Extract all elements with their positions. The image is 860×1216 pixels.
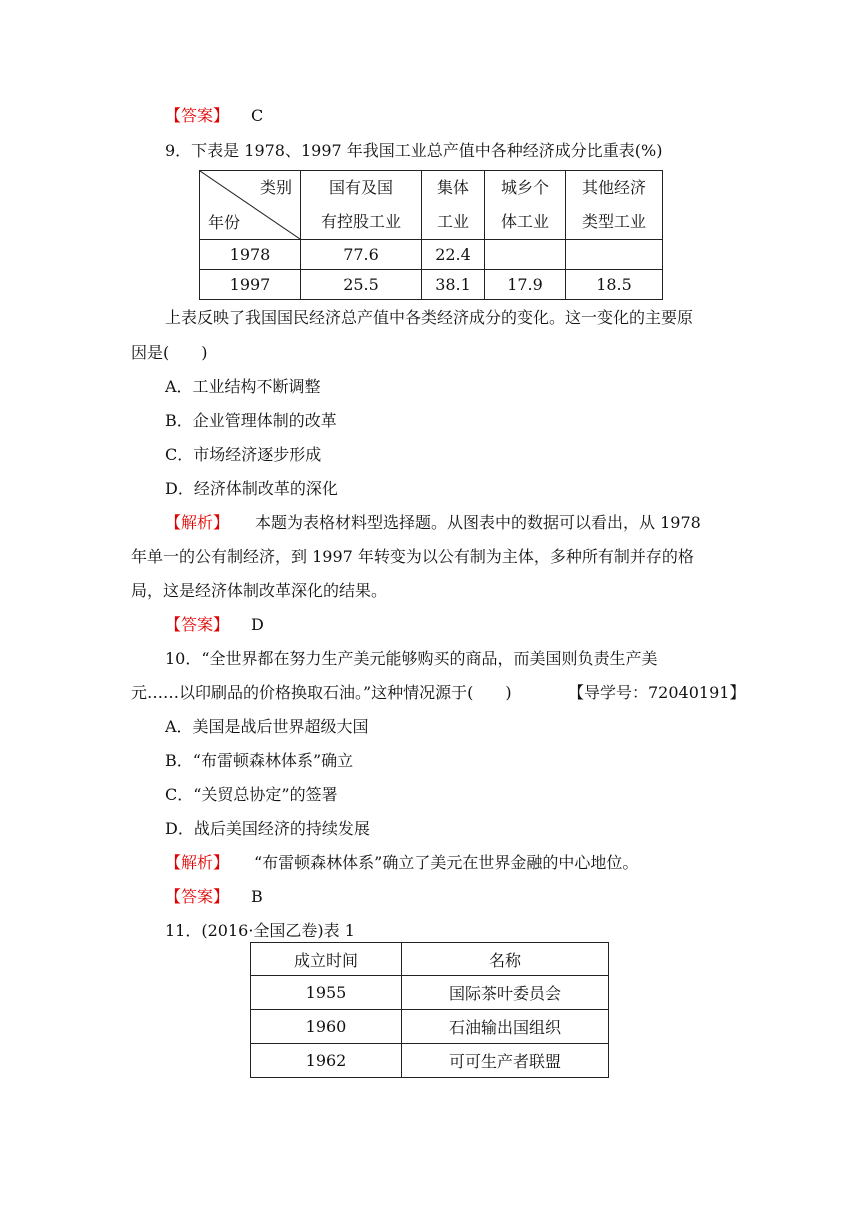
corner-top-label: 类别 <box>259 178 292 197</box>
table-cell: 1955 <box>251 976 402 1010</box>
header-cell: 城乡个 体工业 <box>485 171 566 240</box>
table-row <box>251 976 609 1010</box>
q10-option-a: A．美国是战后世界超级大国 <box>165 717 369 736</box>
header-cell: 集体 工业 <box>422 171 485 240</box>
q10-option-c: C．“关贸总协定”的签署 <box>165 785 338 804</box>
table-cell: 1962 <box>251 1044 402 1078</box>
table-cell <box>566 240 663 270</box>
table-cell: 国际茶叶委员会 <box>402 976 609 1010</box>
q9-option-c: C．市场经济逐步形成 <box>165 445 322 464</box>
question-9-stem: 9．下表是 1978、1997 年我国工业总产值中各种经济成分比重表(%) <box>165 141 663 160</box>
q9-option-d: D．经济体制改革的深化 <box>165 479 338 498</box>
header-cell: 国有及国 有控股工业 <box>301 171 422 240</box>
q9-analysis-line1: 本题为表格材料型选择题。从图表中的数据可以看出，从 1978 <box>255 513 701 532</box>
table-cell: 1997 <box>200 270 301 300</box>
q10-analysis: “布雷顿森林体系”确立了美元在世界金融的中心地位。 <box>254 853 639 872</box>
header-cell: 名称 <box>402 943 609 976</box>
table-cell: 22.4 <box>422 240 485 270</box>
answer-label: 【答案】 <box>165 615 230 634</box>
q9-analysis-line3: 局，这是经济体制改革深化的结果。 <box>131 581 388 600</box>
table-cell: 1960 <box>251 1010 402 1044</box>
table-cell <box>485 240 566 270</box>
q10-option-b: B．“布雷顿森林体系”确立 <box>165 751 354 770</box>
q9-option-a: A．工业结构不断调整 <box>165 377 321 396</box>
answer-value: C <box>251 106 264 125</box>
table-cell: 18.5 <box>566 270 663 300</box>
header-cell: 成立时间 <box>251 943 402 976</box>
table-cell: 可可生产者联盟 <box>402 1044 609 1078</box>
table-row <box>251 1044 609 1078</box>
table-cell: 石油输出国组织 <box>402 1010 609 1044</box>
question-10-stem-line2: 元……以印刷品的价格换取石油。”这种情况源于( ) <box>131 683 512 702</box>
answer-value: B <box>251 887 263 906</box>
question-11-stem: 11．(2016·全国乙卷)表 1 <box>165 921 355 940</box>
answer-value: D <box>251 615 264 634</box>
table-cell: 38.1 <box>422 270 485 300</box>
table-row <box>200 270 663 300</box>
q9-table <box>199 170 663 300</box>
corner-bottom-label: 年份 <box>208 213 241 232</box>
table-row <box>251 1010 609 1044</box>
q9-option-b: B．企业管理体制的改革 <box>165 411 337 430</box>
header-cell: 其他经济 类型工业 <box>566 171 663 240</box>
table-cell: 1978 <box>200 240 301 270</box>
question-10-stem-line1: 10．“全世界都在努力生产美元能够购买的商品，而美国则负责生产美 <box>165 649 658 668</box>
q9-analysis-line2: 年单一的公有制经济，到 1997 年转变为以公有制为主体，多种所有制并存的格 <box>131 547 694 566</box>
q11-table <box>250 942 609 1078</box>
table-cell: 25.5 <box>301 270 422 300</box>
table-corner-cell <box>200 171 301 240</box>
q9-paragraph-line2: 因是( ) <box>131 343 208 362</box>
table-cell: 77.6 <box>301 240 422 270</box>
guide-number: 【导学号：72040191】 <box>568 683 746 702</box>
q10-option-d: D．战后美国经济的持续发展 <box>165 819 370 838</box>
table-cell: 17.9 <box>485 270 566 300</box>
table-row <box>200 240 663 270</box>
analysis-label: 【解析】 <box>165 513 230 532</box>
answer-label: 【答案】 <box>165 106 230 125</box>
q9-paragraph-line1: 上表反映了我国国民经济总产值中各类经济成分的变化。这一变化的主要原 <box>165 308 694 327</box>
analysis-label: 【解析】 <box>165 853 230 872</box>
answer-label: 【答案】 <box>165 887 230 906</box>
